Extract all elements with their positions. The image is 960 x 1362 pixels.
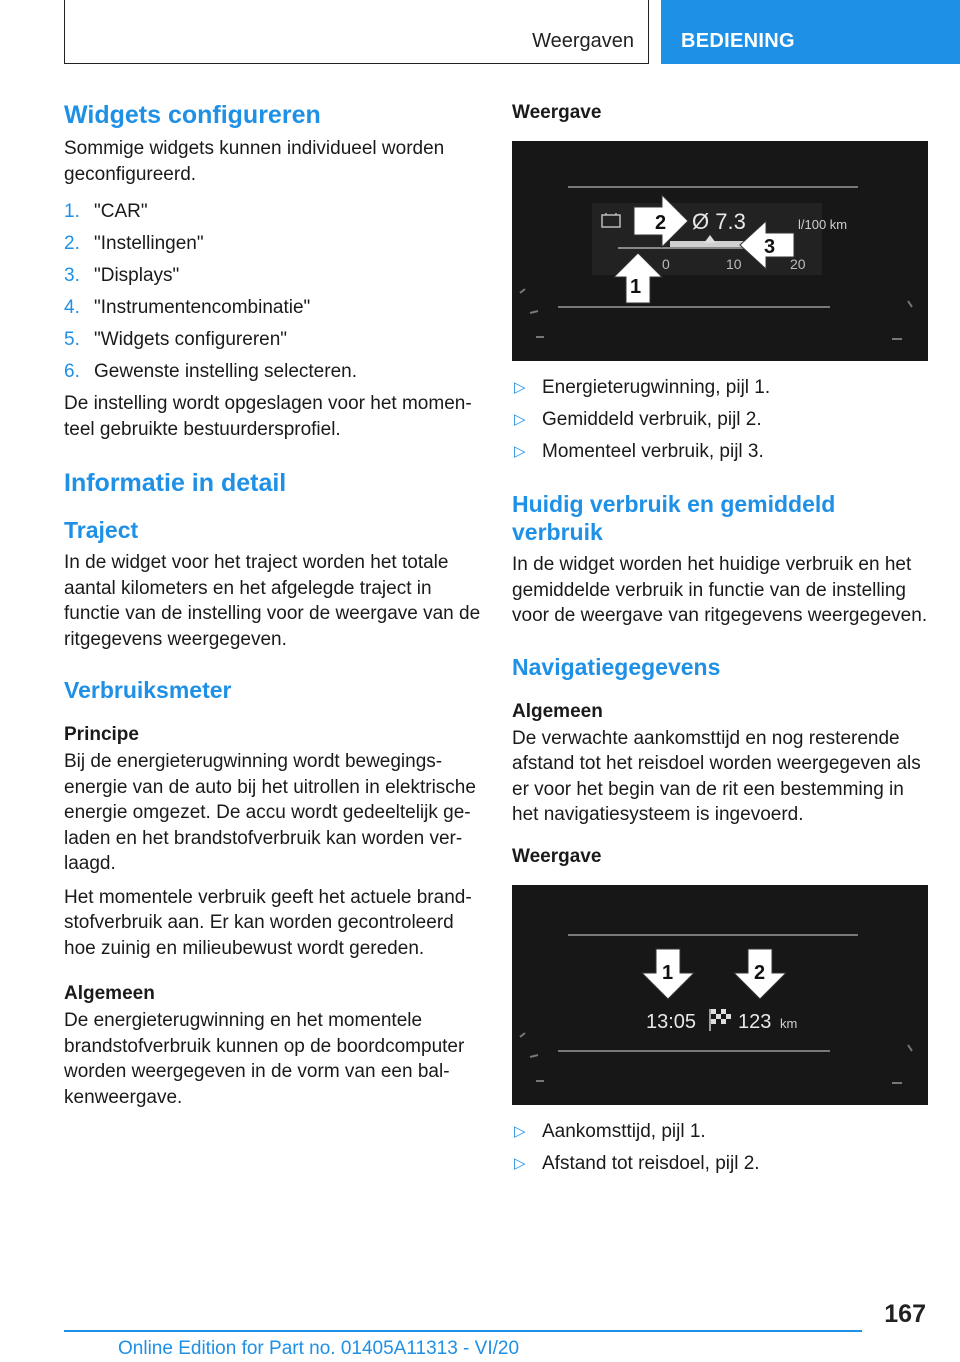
nav-algemeen-heading: Algemeen bbox=[512, 700, 603, 722]
legend-text: Energieterugwinning, pijl 1. bbox=[542, 377, 771, 398]
huidig-text: In de widget worden het huidige verbruik en het gemiddelde verbruik in functie van de instelling voor de weergave van ritgegevens weergegeven. bbox=[512, 554, 928, 626]
weergave-heading-1: Weergave bbox=[512, 102, 602, 123]
consumption-display-graphic bbox=[512, 141, 928, 361]
footer-divider bbox=[64, 1330, 862, 1332]
list-item bbox=[64, 199, 482, 224]
list-item bbox=[64, 263, 482, 288]
traject-heading: Traject bbox=[64, 517, 139, 543]
left-column bbox=[64, 100, 482, 1118]
triangle-bullet-icon: ▷ bbox=[514, 443, 526, 460]
detail-heading: Informatie in detail bbox=[64, 469, 287, 497]
legend-text: Aankomsttijd, pijl 1. bbox=[542, 1120, 706, 1142]
step-text: "Widgets configureren" bbox=[94, 329, 288, 350]
chapter-title: BEDIENING bbox=[681, 30, 795, 52]
edition-text: Online Edition for Part no. 01405A11313 - VI/20 bbox=[118, 1338, 520, 1359]
weergave-heading-2: Weergave bbox=[512, 845, 602, 867]
list-item bbox=[64, 327, 482, 352]
legend-text: Momenteel verbruik, pijl 3. bbox=[542, 441, 764, 462]
nav-text: De verwachte aankomsttijd en nog resterende afstand tot het reisdoel worden weergegeven als er voor het begin van de rit een bestemming in het navigatiesysteem is ingevoerd. bbox=[512, 727, 921, 825]
page-number: 167 bbox=[884, 1300, 926, 1328]
principe-paragraph-1: Bij de energieterugwinning wordt bewegingsenergie van de auto bij het uitrollen in elektrische energie omgezet. De accu wordt gedeeltelijk geladen en het brandstofverbruik kan worden verlaagd. bbox=[64, 751, 476, 874]
step-text: "Instrumentencombinatie" bbox=[94, 297, 311, 318]
widgets-intro: Sommige widgets kunnen individueel worden geconfigureerd. bbox=[64, 138, 445, 185]
average-value: Ø 7.3 bbox=[692, 209, 746, 234]
list-item bbox=[64, 295, 482, 320]
arrow-1-label: 1 bbox=[662, 961, 674, 984]
step-number: 3. bbox=[64, 265, 80, 286]
nav-heading: Navigatiegegevens bbox=[512, 653, 721, 680]
step-number: 4. bbox=[64, 297, 80, 318]
meter-heading: Verbruiksmeter bbox=[64, 677, 232, 703]
triangle-bullet-icon: ▷ bbox=[514, 1154, 526, 1172]
algemeen-heading: Algemeen bbox=[64, 983, 155, 1004]
triangle-bullet-icon: ▷ bbox=[514, 411, 526, 428]
step-number: 1. bbox=[64, 201, 80, 222]
arrow-1-label: 1 bbox=[630, 276, 642, 298]
triangle-bullet-icon: ▷ bbox=[514, 1122, 526, 1140]
legend-text: Afstand tot reisdoel, pijl 2. bbox=[542, 1152, 760, 1174]
list-item bbox=[512, 375, 930, 400]
step-text: "CAR" bbox=[94, 201, 148, 222]
triangle-bullet-icon: ▷ bbox=[514, 379, 526, 396]
scale-label: 20 bbox=[790, 256, 806, 272]
step-number: 2. bbox=[64, 233, 80, 254]
step-number: 5. bbox=[64, 329, 80, 350]
step-number: 6. bbox=[64, 361, 80, 382]
widgets-heading: Widgets configureren bbox=[64, 101, 321, 129]
fig2-legend bbox=[512, 1119, 930, 1176]
remaining-distance: 123 bbox=[738, 1010, 772, 1033]
consumption-display-figure bbox=[512, 141, 928, 361]
list-item bbox=[64, 231, 482, 256]
header-frame bbox=[64, 0, 649, 64]
chapter-tab bbox=[661, 0, 960, 64]
traject-text: In de widget voor het traject worden het totale aantal kilometers en het afgelegde traject in functie van de instelling voor de weergave van de ritgegevens weergegeven. bbox=[64, 552, 481, 650]
unit-label: l/100 km bbox=[798, 217, 848, 232]
arrow-2-label: 2 bbox=[655, 212, 667, 234]
list-item bbox=[512, 1119, 930, 1144]
navigation-display-graphic bbox=[512, 885, 928, 1105]
navigation-display-figure bbox=[512, 885, 928, 1105]
scale-label: 10 bbox=[726, 256, 742, 272]
steps-list bbox=[64, 199, 482, 384]
list-item bbox=[512, 1151, 930, 1176]
distance-unit: km bbox=[780, 1015, 798, 1031]
list-item bbox=[512, 439, 930, 464]
step-text: "Instellingen" bbox=[94, 233, 204, 254]
list-item bbox=[512, 407, 930, 432]
step-text: "Displays" bbox=[94, 265, 180, 286]
principe-heading: Principe bbox=[64, 724, 139, 745]
step-text: Gewenste instelling selecteren. bbox=[94, 361, 357, 382]
right-column bbox=[512, 100, 930, 1186]
list-item bbox=[64, 359, 482, 384]
fig1-legend bbox=[512, 375, 930, 464]
checkered-flag-icon bbox=[710, 1009, 731, 1031]
section-title: Weergaven bbox=[532, 30, 634, 52]
widgets-note: De instelling wordt opgeslagen voor het momenteel gebruikte bestuurdersprofiel. bbox=[64, 393, 472, 440]
scale-label: 0 bbox=[662, 256, 670, 272]
arrow-2-label: 2 bbox=[754, 961, 766, 984]
arrival-time: 13:05 bbox=[646, 1010, 697, 1033]
huidig-heading: Huidig verbruik en gemiddeld verbruik bbox=[512, 491, 836, 545]
principe-paragraph-2: Het momentele verbruik geeft het actuele brandstofverbruik aan. Er kan worden gecontroleerd hoe zuinig en milieubewust wordt gereden. bbox=[64, 886, 472, 959]
algemeen-text: De energieterugwinning en het momentele brandstofverbruik kunnen op de boordcomputer worden weergegeven in de vorm van een balkenweergave. bbox=[64, 1010, 465, 1108]
legend-text: Gemiddeld verbruik, pijl 2. bbox=[542, 409, 762, 430]
arrow-3-label: 3 bbox=[764, 236, 776, 258]
